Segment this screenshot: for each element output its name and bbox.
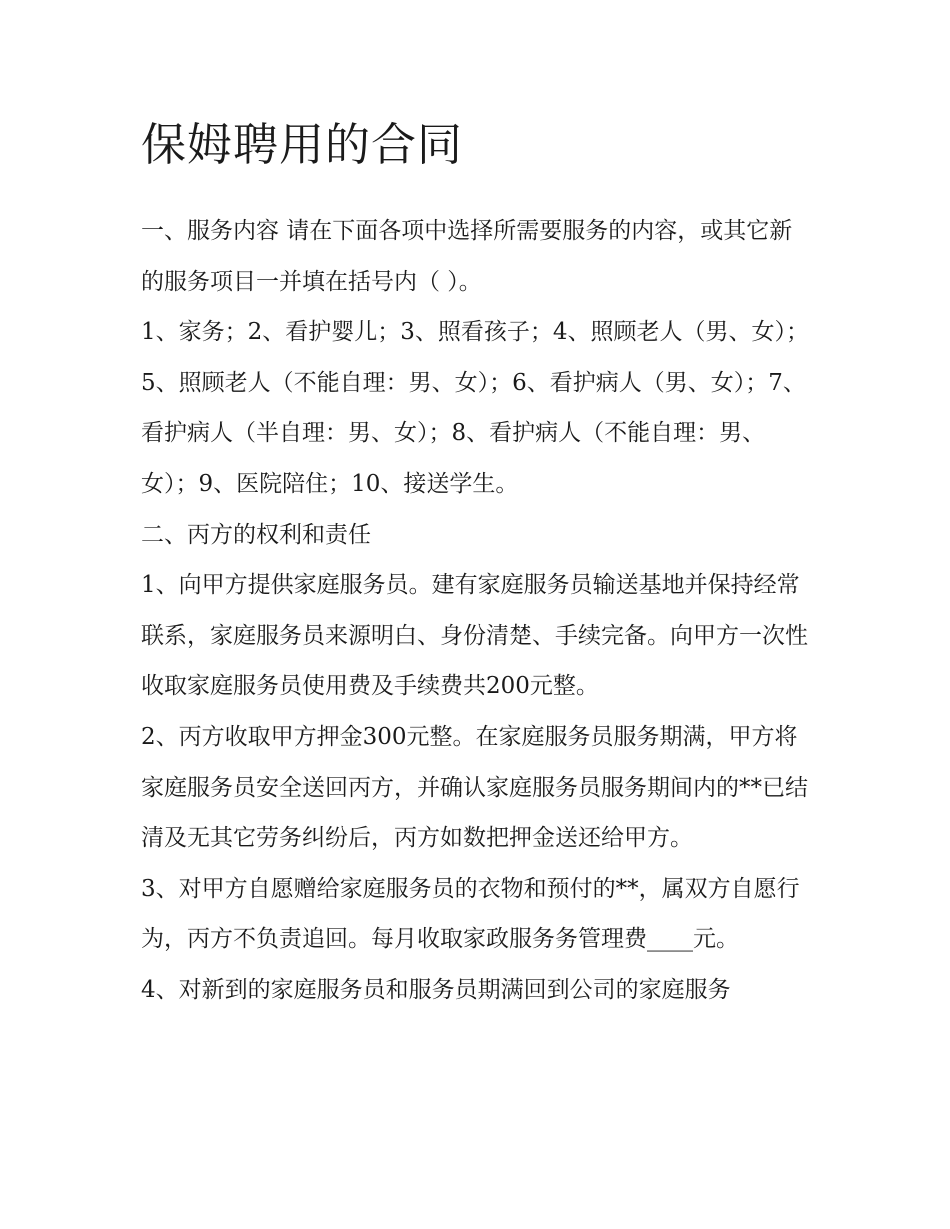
document-title: 保姆聘用的合同: [141, 118, 464, 171]
clause-3: 3、对甲方自愿赠给家庭服务员的衣物和预付的**，属双方自愿行为，丙方不负责追回。每月收取家政服务务管理费____元。: [141, 875, 800, 953]
document-page: [141, 112, 811, 1016]
service-items-list: 1、家务；2、看护婴儿；3、照看孩子；4、照顾老人（男、女）；5、照顾老人（不能自理：男、女）；6、看护病人（男、女）；7、看护病人（半自理：男、女）；8、看护病人（不能自理：男、女）；9、医院陪住；10、接送学生。: [141, 319, 810, 497]
service-content-heading: 一、服务内容 请在下面各项中选择所需要服务的内容，或其它新的服务项目一并填在括号内（ ）。: [141, 218, 793, 295]
clause-2: 2、丙方收取甲方押金300元整。在家庭服务员服务期满，甲方将家庭服务员安全送回丙方，并确认家庭服务员服务期间内的**已结清及无其它劳务纠纷后，丙方如数把押金送还给甲方。: [141, 723, 808, 852]
party-c-rights-heading: 二、丙方的权利和责任: [141, 521, 371, 548]
clause-1: 1、向甲方提供家庭服务员。建有家庭服务员输送基地并保持经常联系，家庭服务员来源明白、身份清楚、手续完备。向甲方一次性收取家庭服务员使用费及手续费共200元整。: [141, 572, 808, 700]
clause-4: 4、对新到的家庭服务员和服务员期满回到公司的家庭服务: [141, 976, 731, 1003]
